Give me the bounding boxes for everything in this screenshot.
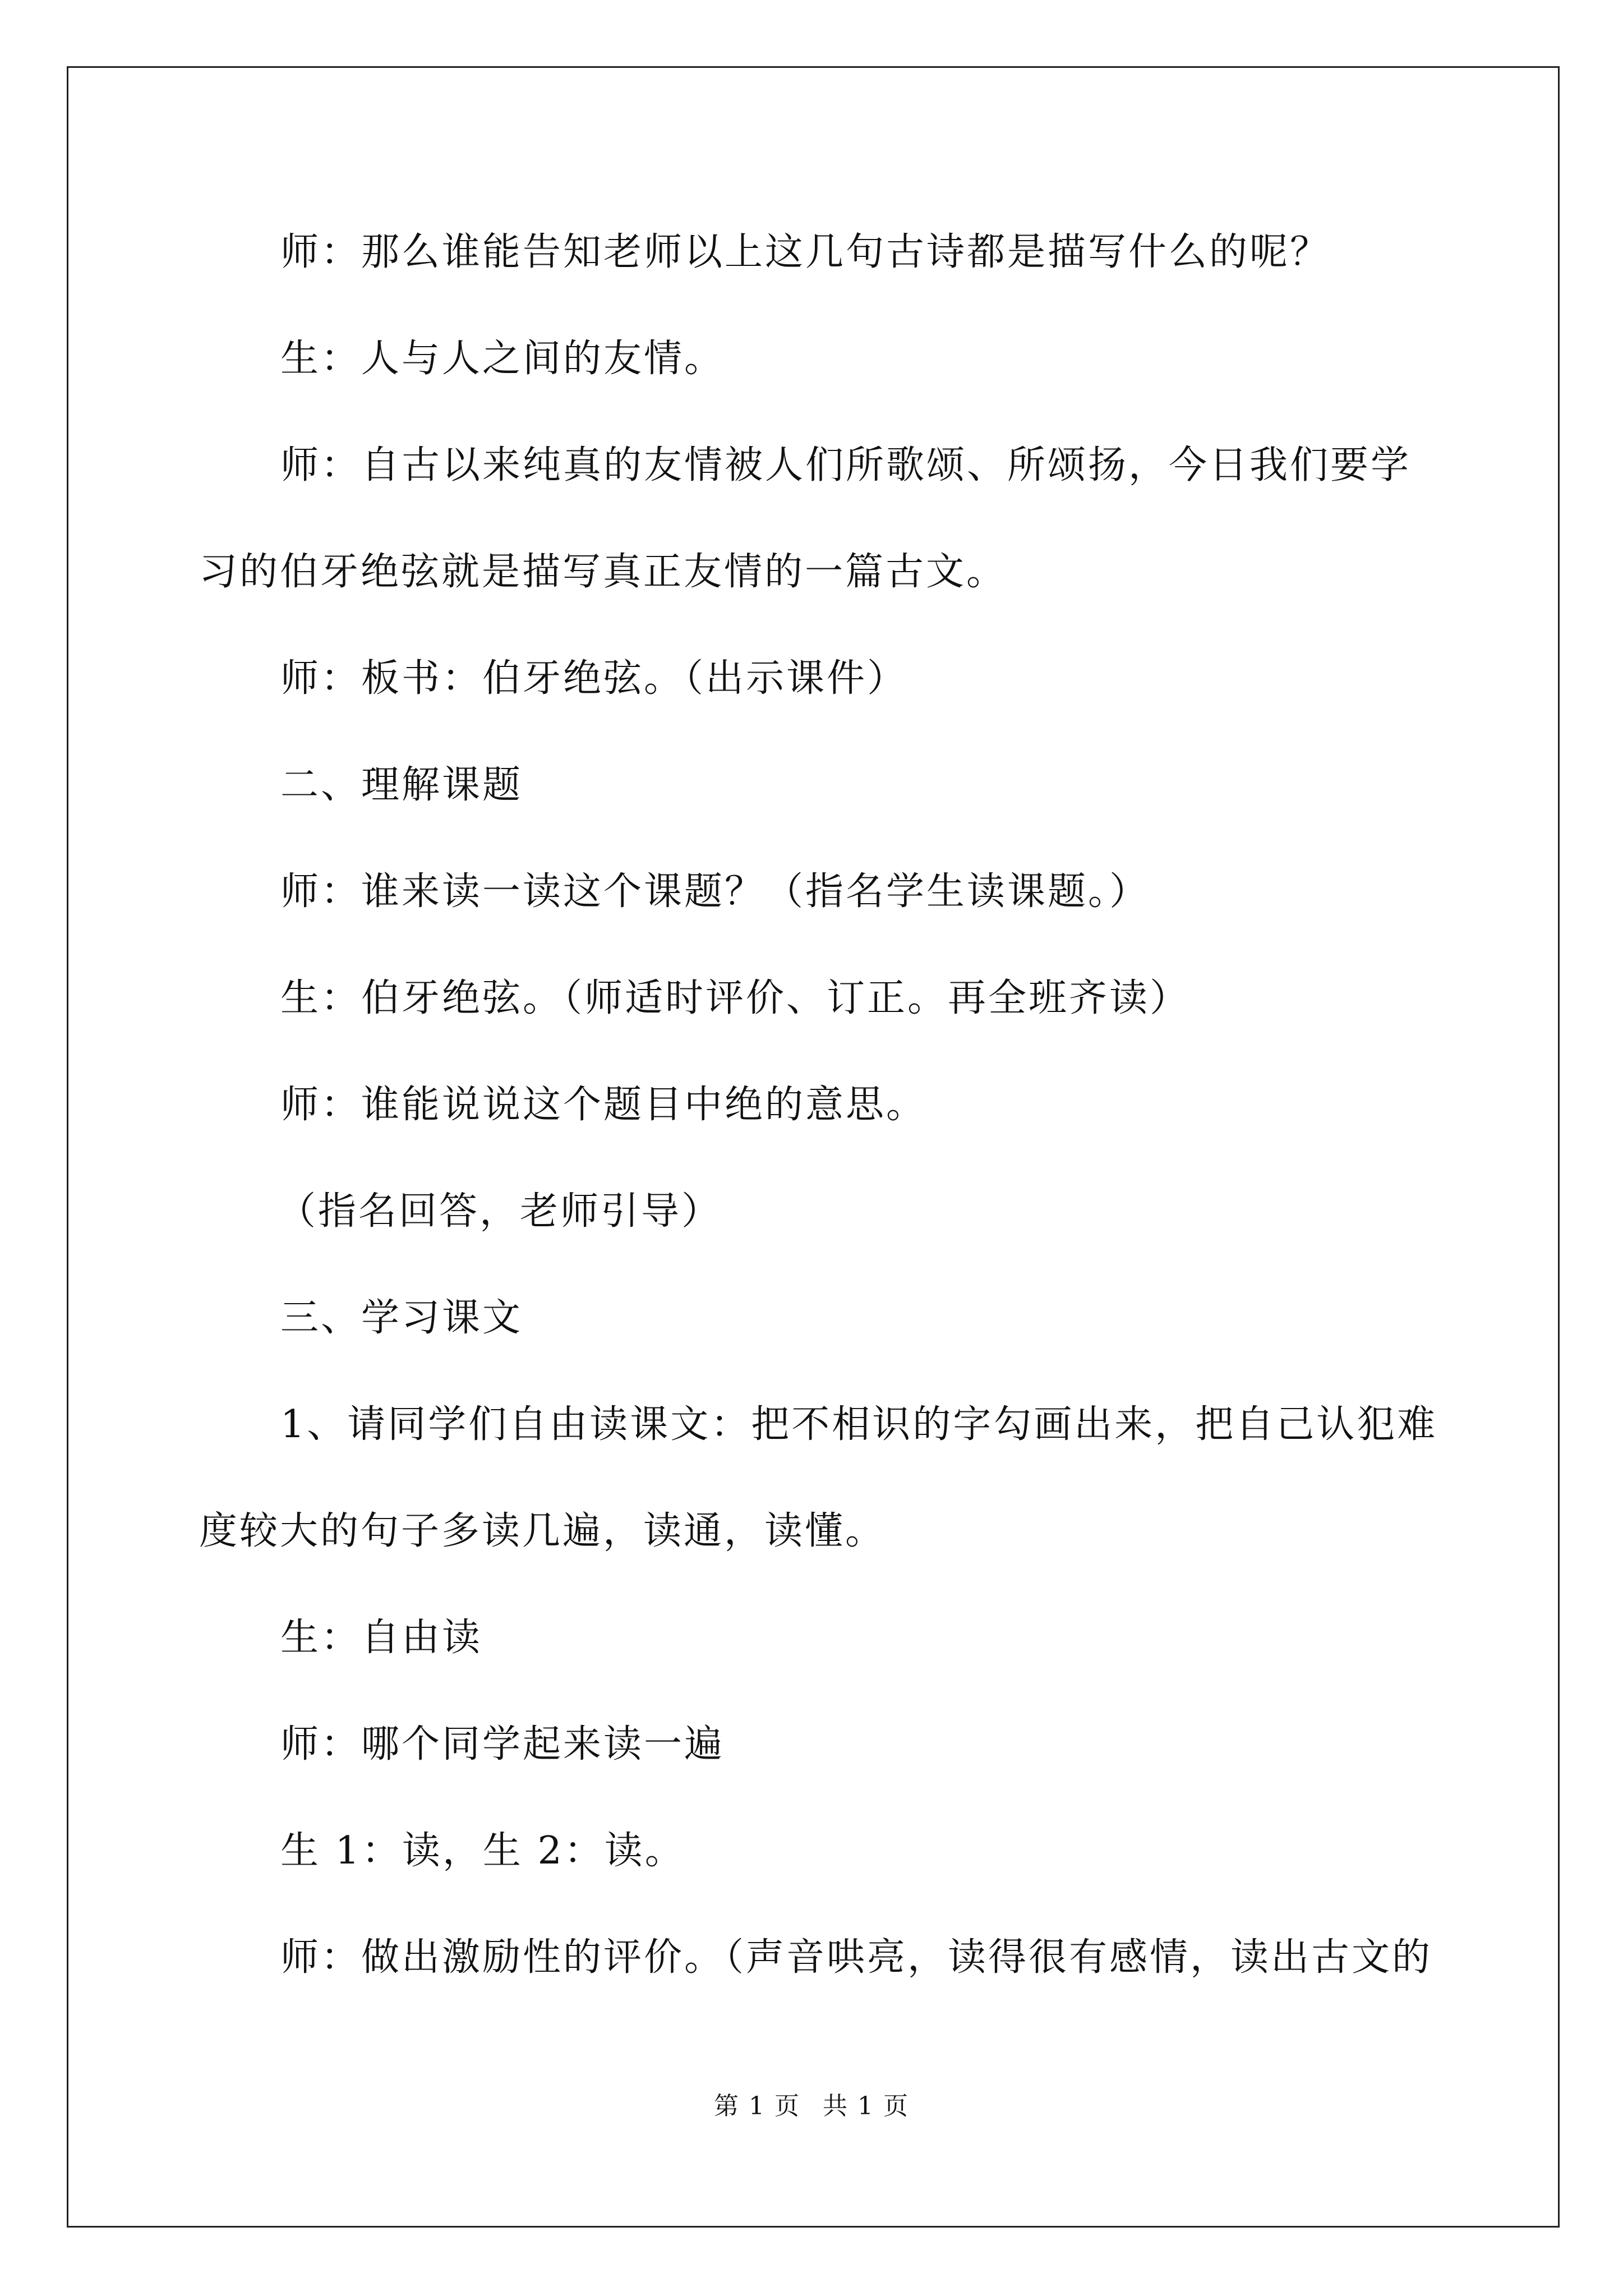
- paragraph: 生：自由读: [280, 1616, 483, 1660]
- paragraph-continuation: 度较大的句子多读几遍，读通，读懂。: [199, 1509, 886, 1553]
- section-heading: 二、理解课题: [280, 763, 523, 807]
- paragraph: 师：板书：伯牙绝弦。（出示课件）: [280, 656, 908, 701]
- paragraph: 1、请同学们自由读课文：把不相识的字勾画出来，把自己认犯难: [280, 1402, 1438, 1447]
- paragraph: 生：人与人之间的友情。: [280, 337, 725, 381]
- paragraph-continuation: 习的伯牙绝弦就是描写真正友情的一篇古文。: [199, 550, 1007, 594]
- paragraph: 师：谁来读一读这个课题？（指名学生读课题。）: [280, 869, 1150, 914]
- page-footer: [0, 2086, 1623, 2122]
- section-heading: 三、学习课文: [280, 1296, 523, 1340]
- paragraph: 师：哪个同学起来读一遍: [280, 1722, 725, 1766]
- page-total: 共 1 页: [823, 2092, 909, 2120]
- paragraph: 师：自古以来纯真的友情被人们所歌颂、所颂扬，今日我们要学: [280, 443, 1412, 487]
- paragraph: 师：谁能说说这个题目中绝的意思。: [280, 1083, 927, 1127]
- paragraph: 师：那么谁能告知老师以上这几句古诗都是描写什么的呢？: [280, 230, 1331, 274]
- paragraph: 师：做出激励性的评价。（声音哄亮，读得很有感情，读出古文的: [280, 1935, 1433, 1980]
- paragraph: 生：伯牙绝弦。（师适时评价、订正。再全班齐读）: [280, 976, 1191, 1020]
- paragraph: （指名回答，老师引导）: [278, 1189, 722, 1234]
- page-number: 第 1 页: [714, 2092, 800, 2120]
- paragraph: 生 1：读，生 2：读。: [280, 1829, 685, 1873]
